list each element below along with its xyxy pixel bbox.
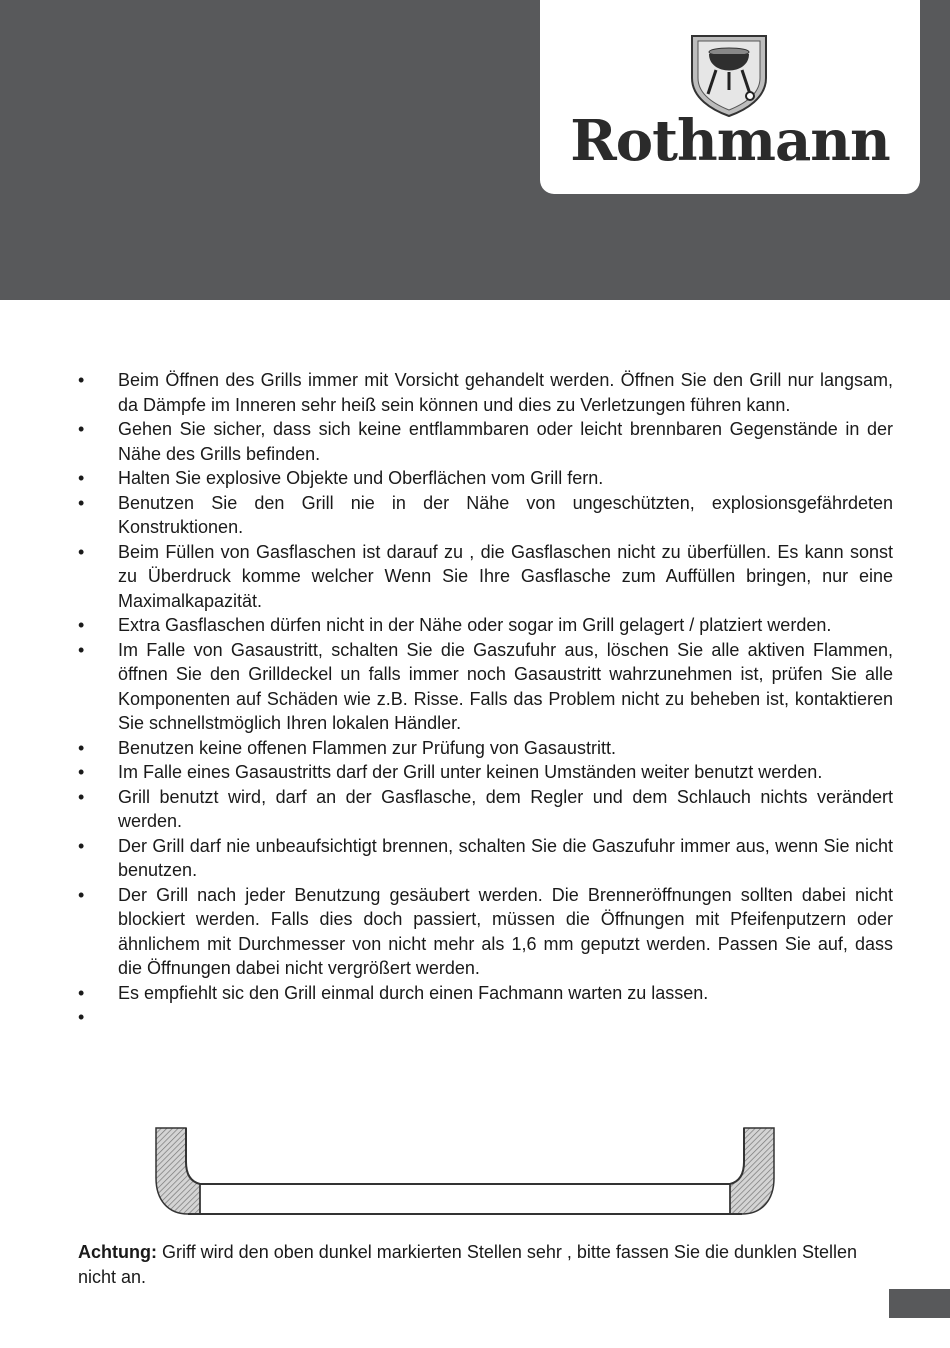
safety-bullet-list — [78, 368, 893, 1030]
warning-text: Griff wird den oben dunkel markierten Stellen sehr , bitte fassen Sie die dunklen Stellen nicht an. — [78, 1242, 858, 1287]
list-item — [78, 466, 893, 491]
list-item-text: Gehen Sie sicher, dass sich keine entflammbaren oder leicht brennbaren Gegenstände in der Nähe des Grills befinden. — [118, 419, 893, 464]
list-item — [78, 760, 893, 785]
list-item-text: Grill benutzt wird, darf an der Gasflasche, dem Regler und dem Schlauch nichts verändert werden. — [118, 786, 893, 831]
warning-note — [78, 1240, 878, 1289]
bullet-icon: • — [78, 835, 85, 856]
list-item — [78, 834, 893, 883]
logo-card — [540, 0, 920, 194]
bullet-icon: • — [78, 884, 85, 905]
bullet-icon: • — [78, 786, 85, 807]
list-item — [78, 785, 893, 834]
list-item — [78, 736, 893, 761]
warning-label: Achtung: — [78, 1242, 157, 1262]
list-item-text: Extra Gasflaschen dürfen nicht in der Nähe oder sogar im Grill gelagert / platziert werden. — [118, 615, 832, 635]
list-item — [78, 613, 893, 638]
list-item — [78, 1005, 893, 1030]
list-item-text: Beim Füllen von Gasflaschen ist darauf zu , die Gasflaschen nicht zu überfüllen. Es kann sonst zu Überdruck komme welcher Wenn Sie Ihre Gasflasche zum Auffüllen bringen, nur eine Maximalkapazität. — [118, 541, 893, 611]
bullet-icon: • — [78, 639, 85, 660]
list-item-text: Benutzen keine offenen Flammen zur Prüfung von Gasaustritt. — [118, 737, 616, 758]
bullet-icon: • — [78, 541, 85, 562]
list-item — [78, 638, 893, 736]
list-item — [78, 540, 893, 614]
list-item-text: Beim Öffnen des Grills immer mit Vorsicht gehandelt werden. Öffnen Sie den Grill nur langsam, da Dämpfe im Inneren sehr heiß sein können und dies zu Verletzungen führen kann. — [118, 370, 893, 415]
page-tab-marker — [889, 1289, 950, 1318]
list-item-text: Es empfiehlt sic den Grill einmal durch einen Fachmann warten zu lassen. — [118, 982, 709, 1003]
list-item-text: Der Grill darf nie unbeaufsichtigt brennen, schalten Sie die Gaszufuhr immer aus, wenn Sie nicht benutzen. — [118, 835, 893, 880]
list-item-text — [118, 1005, 893, 1030]
list-item-text: Der Grill nach jeder Benutzung gesäubert werden. Die Brenneröffnungen sollten dabei nicht blockiert werden. Falls dies doch passiert, müssen die Öffnungen mit Pfeifenputzern oder ähnlichem mit Durchmesser von nicht mehr als 1,6 mm geputzt werden. Passen Sie auf, dass die Öffnungen dabei nicht vergrößert werden. — [118, 884, 893, 978]
list-item — [78, 981, 893, 1006]
grill-shield-icon — [686, 32, 772, 118]
handle-diagram — [150, 1122, 780, 1222]
list-item-text: Im Falle eines Gasaustritts darf der Grill unter keinen Umständen weiter benutzt werden. — [118, 762, 823, 782]
bullet-icon: • — [78, 492, 85, 513]
handle-hot-zone-right — [730, 1128, 774, 1214]
list-item — [78, 417, 893, 466]
handle-hot-zone-left — [156, 1128, 200, 1214]
list-item-text: Im Falle von Gasaustritt, schalten Sie die Gaszufuhr aus, löschen Sie alle aktiven Flammen, öffnen Sie den Grilldeckel un falls immer noch Gasaustritt wahrzunehmen ist, prüfen Sie alle Komponenten auf Schäden wie z.B. Risse. Falls das Problem nicht zu beheben ist, kontaktieren Sie schnellstmöglich Ihren lokalen Händler. — [118, 639, 893, 733]
brand-logo-text: Rothmann — [570, 108, 890, 174]
list-item-text: Benutzen Sie den Grill nie in der Nähe von ungeschützten, explosionsgefährdeten Konstruktionen. — [118, 492, 893, 537]
list-item-text: Halten Sie explosive Objekte und Oberflächen vom Grill fern. — [118, 468, 604, 488]
bullet-icon: • — [78, 468, 85, 488]
handle-outline — [186, 1128, 744, 1184]
list-item — [78, 491, 893, 540]
bullet-icon: • — [78, 762, 85, 782]
bullet-icon: • — [78, 737, 85, 758]
bullet-icon: • — [78, 982, 85, 1003]
list-item — [78, 883, 893, 981]
bullet-icon: • — [78, 1007, 85, 1027]
bullet-icon: • — [78, 419, 85, 439]
list-item — [78, 368, 893, 417]
bullet-icon: • — [78, 615, 85, 635]
bullet-icon: • — [78, 370, 85, 390]
